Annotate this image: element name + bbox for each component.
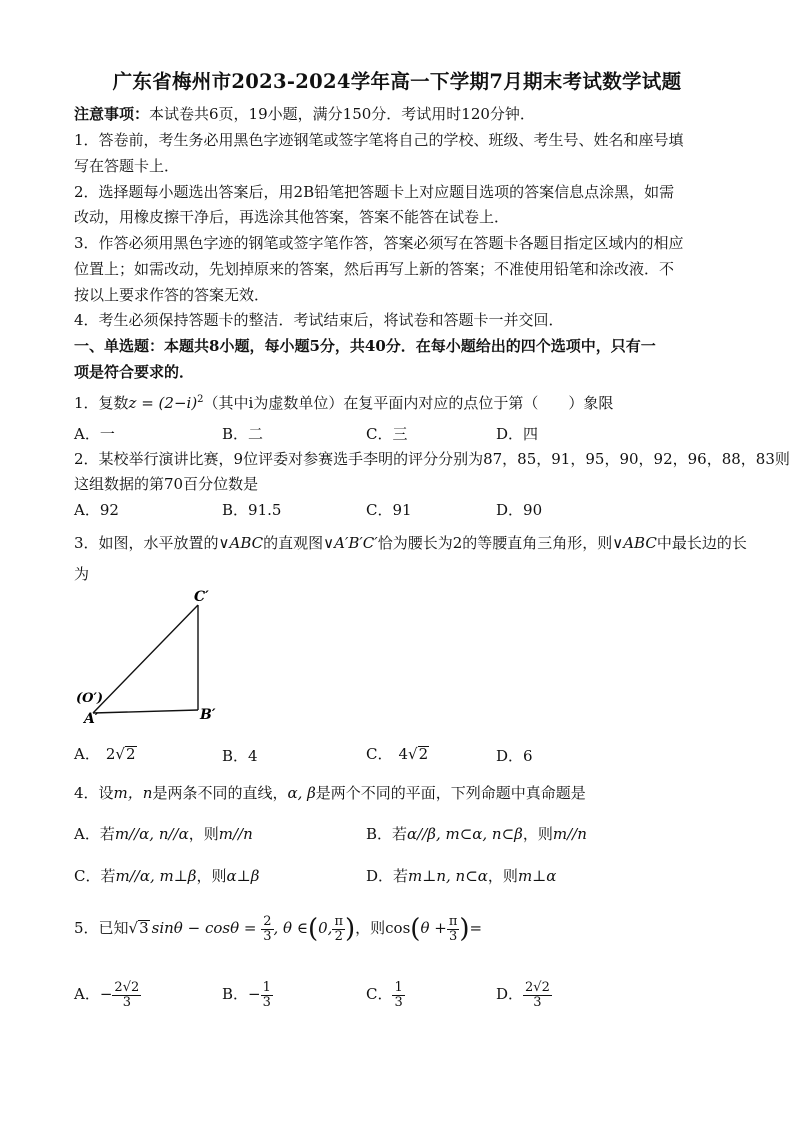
option-condition: m//α, n//α <box>114 825 189 843</box>
q4-option-a[interactable] <box>74 824 253 844</box>
notice-item: 1．答卷前，考生务必用黑色字迹钢笔或签字笔将自己的学校、班级、考生号、姓名和座号填 <box>74 131 684 149</box>
fraction-denominator: 3 <box>394 994 403 1010</box>
q3-option-b[interactable] <box>222 746 258 766</box>
fraction-denominator: 3 <box>122 994 131 1010</box>
paren-close: ) <box>459 914 470 944</box>
option-then: ，则 <box>522 825 553 843</box>
fraction-denominator: 2 <box>334 928 343 944</box>
option-prefix: D．若 <box>366 867 409 885</box>
q3-text: 中最长边的长 <box>656 534 747 552</box>
q1-option-b[interactable]: B．二 <box>222 425 264 443</box>
q2-option-a[interactable]: A．92 <box>74 501 119 519</box>
option-radicand: 2 <box>125 745 136 763</box>
q2-option-d[interactable]: D．90 <box>496 501 543 519</box>
q5-option-b[interactable] <box>222 978 273 1010</box>
theta-term: θ + <box>420 919 447 937</box>
notice-item: 按以上要求作答的答案无效． <box>74 286 270 304</box>
option-value: 4 <box>248 747 258 765</box>
paren-close: ) <box>344 914 356 944</box>
q1-option-d[interactable]: D．四 <box>496 425 539 443</box>
paren-open: ( <box>410 914 421 944</box>
q2-option-c[interactable]: C．91 <box>366 501 412 519</box>
q1-option-c[interactable]: C．三 <box>366 425 408 443</box>
q5-fraction <box>261 915 273 944</box>
option-conclusion: m//n <box>218 825 253 843</box>
page-title: 广东省梅州市2023-2024学年高一下学期7月期末考试数学试题 <box>112 70 682 93</box>
q4-text: 是两条不同的直线， <box>152 784 288 802</box>
q4-option-c[interactable] <box>74 866 259 886</box>
notice-item: 3．作答必须用黑色字迹的钢笔或签字笔作答，答案必须写在答题卡各题目指定区域内的相应 <box>74 234 684 252</box>
option-prefix: B．若 <box>366 825 408 843</box>
notice-item: 改动，用橡皮擦干净后，再选涂其他答案，答案不能答在试卷上． <box>74 208 510 226</box>
notice-item: 位置上；如需改动，先划掉原来的答案，然后再写上新的答案；不准使用铅笔和涂改液．不 <box>74 260 675 278</box>
question-2-stem: 这组数据的第70百分位数是 <box>74 475 259 493</box>
vertex-label-a: A′ <box>84 711 99 726</box>
option-then: ，则 <box>196 867 227 885</box>
fraction-numerator: 2 <box>263 913 272 929</box>
q5-then: ，则 <box>355 919 386 937</box>
notice-text: 本试卷共6页，19小题，满分150分．考试用时120分钟． <box>149 105 535 123</box>
q3-triangle: ∨ABC <box>612 534 657 552</box>
q5-fraction <box>332 915 345 944</box>
option-fraction <box>523 981 552 1010</box>
q4-option-b[interactable] <box>366 824 587 844</box>
equals-sign: = <box>469 919 483 937</box>
option-prefix: C． <box>366 745 393 763</box>
option-prefix: B． <box>222 747 249 765</box>
notice-line <box>74 104 728 124</box>
option-prefix: C． <box>366 985 393 1003</box>
option-prefix: C．若 <box>74 867 116 885</box>
q3-triangle-projection: ∨A′B′C′ <box>323 534 378 552</box>
cos-function: cos <box>385 919 411 937</box>
q3-option-c[interactable]: C． 4√2 <box>366 745 429 763</box>
q1-option-a[interactable]: A．一 <box>74 425 115 443</box>
vertex-label-c: C′ <box>194 589 209 605</box>
fraction-denominator: 3 <box>262 994 271 1010</box>
option-prefix: B． <box>222 985 249 1003</box>
fraction-denominator: 3 <box>533 994 542 1010</box>
notice-item: 写在答题卡上． <box>74 157 180 175</box>
q5-fraction <box>447 915 460 944</box>
q5-prefix: 5．已知 <box>74 919 129 937</box>
q3-option-d[interactable] <box>496 746 533 766</box>
notice-item: 2．选择题每小题选出答案后，用2B铅笔把答题卡上对应题目选项的答案信息点涂黑，如需 <box>74 183 675 201</box>
option-prefix: D． <box>496 747 524 765</box>
vertex-label-b: B′ <box>200 707 216 723</box>
option-sign: − <box>248 985 261 1003</box>
fraction-numerator: 2√2 <box>114 979 140 995</box>
q3-figure <box>70 586 230 726</box>
section-heading: 一、单选题：本题共8小题，每小题5分，共40分．在每小题给出的四个选项中，只有一 <box>74 337 656 355</box>
option-conclusion: m⊥α <box>517 867 557 885</box>
fraction-numerator: π <box>448 913 458 929</box>
option-then: ，则 <box>188 825 219 843</box>
fraction-numerator: 2√2 <box>525 979 550 995</box>
q4-planes: α, β <box>287 784 316 802</box>
option-prefix: D． <box>496 985 524 1003</box>
q2-option-b[interactable]: B．91.5 <box>222 501 282 519</box>
triangle-side-ab <box>93 710 198 713</box>
q3-option-a[interactable]: A． 2√2 <box>74 745 136 763</box>
option-value: 6 <box>523 747 533 765</box>
option-conclusion: m//n <box>552 825 587 843</box>
option-fraction <box>392 981 404 1010</box>
q1-text: （其中i为虚数单位）在复平面内对应的点位于第（ ）象限 <box>203 394 614 412</box>
question-2-stem: 2．某校举行演讲比赛，9位评委对参赛选手李明的评分分别为87，85，91，95，90，92，96，88，83则 <box>74 450 790 468</box>
fraction-numerator: 1 <box>394 979 403 995</box>
q5-option-a[interactable] <box>74 978 141 1010</box>
option-then: ，则 <box>487 867 518 885</box>
vertex-label-o: (O′) <box>76 691 104 706</box>
option-prefix: A． <box>74 745 100 763</box>
q5-radicand: 3 <box>139 919 149 937</box>
fraction-denominator: 3 <box>263 928 272 944</box>
q5-option-c[interactable] <box>366 978 405 1010</box>
q3-text: 3．如图，水平放置的 <box>74 534 219 552</box>
q4-text: 4．设 <box>74 784 114 802</box>
notice-label: 注意事项： <box>74 105 150 123</box>
option-fraction <box>261 981 273 1010</box>
option-conclusion: α⊥β <box>226 867 260 885</box>
paren-open: ( <box>307 914 319 944</box>
question-3-stem <box>74 533 747 553</box>
fraction-numerator: 1 <box>262 979 271 995</box>
q4-lines: m，n <box>113 784 153 802</box>
section-heading: 项是符合要求的． <box>74 363 195 381</box>
q4-text: 是两个不同的平面，下列命题中真命题是 <box>315 784 586 802</box>
q4-option-d[interactable] <box>366 866 556 886</box>
interval-start: 0, <box>318 919 333 937</box>
option-prefix: A．若 <box>74 825 115 843</box>
question-1-stem <box>74 390 728 413</box>
fraction-numerator: π <box>334 913 343 929</box>
option-sign: − <box>99 985 113 1003</box>
option-fraction <box>112 981 141 1010</box>
triangle-side-ac <box>93 605 198 713</box>
q5-option-d[interactable] <box>496 978 552 1010</box>
option-coef: 2 <box>105 745 116 763</box>
fraction-denominator: 3 <box>448 928 458 944</box>
question-5-stem: 5．已知√3 sinθ − cosθ = $\frac{2}{3}$ , θ ∈(0, $\frac{\pi}{2}$ )，则cos(θ + $\frac{\pi}{3}$ )= <box>74 913 483 944</box>
option-condition: m⊥n, n⊂α <box>408 867 488 885</box>
option-coef: 4 <box>398 745 409 763</box>
option-condition: α//β, m⊂α, n⊂β <box>407 825 523 843</box>
q1-formula: z = (2−i) <box>128 394 198 412</box>
q3-text: 恰为腰长为2的等腰直角三角形，则 <box>377 534 613 552</box>
option-condition: m//α, m⊥β <box>115 867 197 885</box>
option-prefix: A． <box>74 985 100 1003</box>
option-radicand: 2 <box>418 745 429 763</box>
q5-domain: , θ ∈ <box>273 919 308 937</box>
q3-triangle: ∨ABC <box>218 534 264 552</box>
notice-item: 4．考生必须保持答题卡的整洁．考试结束后，将试卷和答题卡一并交回． <box>74 311 564 329</box>
question-3-stem: 为 <box>74 565 90 583</box>
q1-exponent: 2 <box>197 394 204 405</box>
q3-text: 的直观图 <box>263 534 324 552</box>
q5-expression: sinθ − cosθ = <box>151 919 257 937</box>
q1-prefix: 1．复数 <box>74 394 129 412</box>
question-4-stem <box>74 783 728 803</box>
